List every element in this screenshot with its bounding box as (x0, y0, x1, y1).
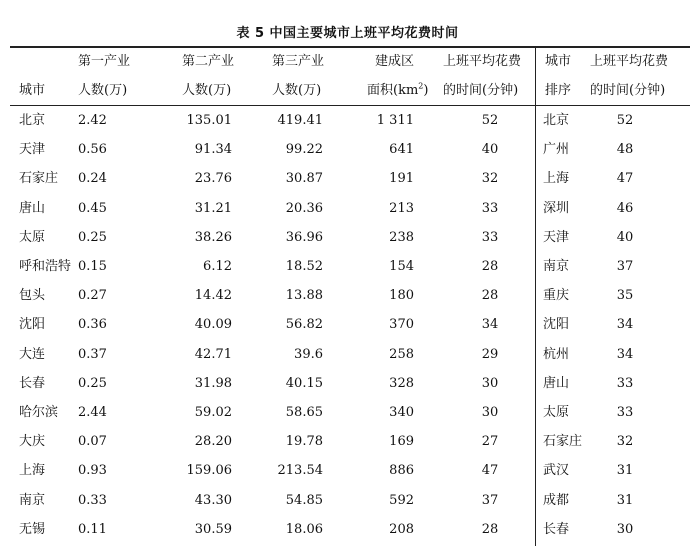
cell-rank-city: 上海 (543, 171, 570, 186)
header-rank-city-line2: 排序 (545, 83, 572, 98)
cell-rank-time: 31 (616, 463, 634, 478)
cell-tertiary: 20.36 (285, 201, 323, 216)
header-rank-time-line2: 的时间(分钟) (590, 83, 666, 98)
cell-area: 592 (389, 493, 414, 508)
header-rank-city-line1: 城市 (545, 54, 572, 69)
cell-rank-city: 武汉 (543, 463, 570, 478)
cell-rank-city: 杭州 (543, 347, 570, 362)
cell-rank-time: 37 (616, 259, 634, 274)
cell-rank-time: 52 (616, 113, 634, 128)
cell-area: 340 (389, 405, 414, 420)
cell-time: 33 (481, 201, 499, 216)
cell-rank-time: 33 (616, 376, 634, 391)
top-rule (10, 46, 690, 48)
cell-secondary: 135.01 (186, 113, 232, 128)
cell-rank-city: 北京 (543, 113, 570, 128)
cell-time: 34 (481, 317, 499, 332)
cell-rank-city: 唐山 (543, 376, 570, 391)
cell-time: 40 (481, 142, 499, 157)
cell-rank-city: 长春 (543, 522, 570, 537)
cell-secondary: 59.02 (194, 405, 232, 420)
cell-area: 191 (389, 171, 414, 186)
cell-city: 南京 (19, 493, 46, 508)
cell-area: 154 (389, 259, 414, 274)
header-time-line1: 上班平均花费 (443, 54, 522, 69)
cell-city: 北京 (19, 113, 46, 128)
cell-area: 238 (389, 230, 414, 245)
cell-primary: 0.15 (78, 259, 107, 274)
cell-time: 30 (481, 405, 499, 420)
cell-rank-time: 32 (616, 434, 634, 449)
cell-secondary: 42.71 (194, 347, 232, 362)
cell-city: 大庆 (19, 434, 46, 449)
cell-rank-time: 40 (616, 230, 634, 245)
cell-primary: 0.11 (78, 522, 107, 537)
header-secondary-line1: 第二产业 (182, 54, 235, 69)
cell-time: 33 (481, 230, 499, 245)
cell-area: 641 (389, 142, 414, 157)
cell-area: 180 (389, 288, 414, 303)
cell-rank-city: 深圳 (543, 201, 570, 216)
header-rule (10, 105, 690, 106)
cell-area: 169 (389, 434, 414, 449)
cell-primary: 0.37 (78, 347, 107, 362)
cell-area: 213 (389, 201, 414, 216)
cell-tertiary: 19.78 (285, 434, 323, 449)
cell-rank-city: 天津 (543, 230, 570, 245)
cell-time: 29 (481, 347, 499, 362)
cell-time: 52 (481, 113, 499, 128)
cell-time: 30 (481, 376, 499, 391)
cell-tertiary: 30.87 (285, 171, 323, 186)
cell-secondary: 23.76 (194, 171, 232, 186)
cell-area: 370 (389, 317, 414, 332)
cell-secondary: 31.21 (194, 201, 232, 216)
cell-city: 天津 (19, 142, 46, 157)
cell-time: 28 (481, 522, 499, 537)
cell-tertiary: 18.52 (285, 259, 323, 274)
cell-rank-time: 34 (616, 347, 634, 362)
cell-tertiary: 18.06 (285, 522, 323, 537)
cell-rank-city: 成都 (543, 493, 570, 508)
cell-rank-time: 33 (616, 405, 634, 420)
header-primary-line2: 人数(万) (78, 83, 128, 98)
cell-tertiary: 99.22 (285, 142, 323, 157)
cell-city: 无锡 (19, 522, 46, 537)
cell-rank-city: 石家庄 (543, 434, 583, 449)
cell-secondary: 91.34 (194, 142, 232, 157)
cell-tertiary: 58.65 (285, 405, 323, 420)
header-secondary-line2: 人数(万) (182, 83, 232, 98)
cell-area: 208 (389, 522, 414, 537)
cell-area: 258 (389, 347, 414, 362)
cell-secondary: 43.30 (194, 493, 232, 508)
cell-area: 886 (389, 463, 414, 478)
cell-area: 1 311 (376, 113, 414, 128)
cell-secondary: 6.12 (203, 259, 232, 274)
cell-rank-time: 48 (616, 142, 634, 157)
header-area-prefix: 面积(km (367, 83, 419, 98)
cell-secondary: 40.09 (194, 317, 232, 332)
cell-time: 28 (481, 288, 499, 303)
cell-tertiary: 419.41 (277, 113, 323, 128)
cell-rank-city: 沈阳 (543, 317, 570, 332)
header-area-line1: 建成区 (375, 54, 415, 69)
cell-city: 太原 (19, 230, 46, 245)
cell-primary: 0.45 (78, 201, 107, 216)
cell-time: 28 (481, 259, 499, 274)
cell-rank-time: 47 (616, 171, 634, 186)
header-tertiary-line1: 第三产业 (272, 54, 325, 69)
cell-tertiary: 54.85 (285, 493, 323, 508)
cell-time: 37 (481, 493, 499, 508)
cell-city: 上海 (19, 463, 46, 478)
cell-city: 呼和浩特 (19, 259, 72, 274)
cell-time: 27 (481, 434, 499, 449)
cell-secondary: 159.06 (186, 463, 232, 478)
cell-primary: 0.25 (78, 376, 107, 391)
cell-primary: 0.36 (78, 317, 107, 332)
cell-city: 唐山 (19, 201, 46, 216)
cell-tertiary: 36.96 (285, 230, 323, 245)
header-city: 城市 (19, 83, 46, 98)
cell-rank-city: 南京 (543, 259, 570, 274)
cell-primary: 0.07 (78, 434, 107, 449)
cell-city: 沈阳 (19, 317, 46, 332)
header-primary-line1: 第一产业 (78, 54, 131, 69)
cell-tertiary: 213.54 (277, 463, 323, 478)
cell-primary: 2.44 (78, 405, 107, 420)
cell-rank-time: 46 (616, 201, 634, 216)
header-area-line2 (367, 83, 428, 99)
header-rank-time-line1: 上班平均花费 (590, 54, 669, 69)
cell-city: 长春 (19, 376, 46, 391)
cell-rank-city: 太原 (543, 405, 570, 420)
cell-rank-city: 广州 (543, 142, 570, 157)
cell-primary: 0.27 (78, 288, 107, 303)
cell-secondary: 28.20 (194, 434, 232, 449)
cell-secondary: 38.26 (194, 230, 232, 245)
cell-primary: 0.93 (78, 463, 107, 478)
cell-city: 包头 (19, 288, 46, 303)
cell-secondary: 30.59 (194, 522, 232, 537)
cell-primary: 0.56 (78, 142, 107, 157)
cell-city: 哈尔滨 (19, 405, 59, 420)
cell-secondary: 31.98 (194, 376, 232, 391)
cell-primary: 0.33 (78, 493, 107, 508)
cell-rank-city: 重庆 (543, 288, 570, 303)
cell-primary: 0.25 (78, 230, 107, 245)
cell-tertiary: 13.88 (285, 288, 323, 303)
cell-rank-time: 30 (616, 522, 634, 537)
cell-tertiary: 39.6 (294, 347, 323, 362)
cell-rank-time: 35 (616, 288, 634, 303)
cell-primary: 0.24 (78, 171, 107, 186)
cell-city: 石家庄 (19, 171, 59, 186)
cell-secondary: 14.42 (194, 288, 232, 303)
cell-time: 47 (481, 463, 499, 478)
header-area-suffix: ) (423, 83, 429, 98)
cell-tertiary: 56.82 (285, 317, 323, 332)
header-tertiary-line2: 人数(万) (272, 83, 322, 98)
header-area-sup: 2 (418, 81, 424, 91)
cell-time: 32 (481, 171, 499, 186)
header-time-line2: 的时间(分钟) (443, 83, 519, 98)
cell-rank-time: 31 (616, 493, 634, 508)
cell-area: 328 (389, 376, 414, 391)
cell-city: 大连 (19, 347, 46, 362)
table-caption: 表 5 中国主要城市上班平均花费时间 (236, 26, 459, 41)
cell-tertiary: 40.15 (285, 376, 323, 391)
cell-rank-time: 34 (616, 317, 634, 332)
cell-primary: 2.42 (78, 113, 107, 128)
